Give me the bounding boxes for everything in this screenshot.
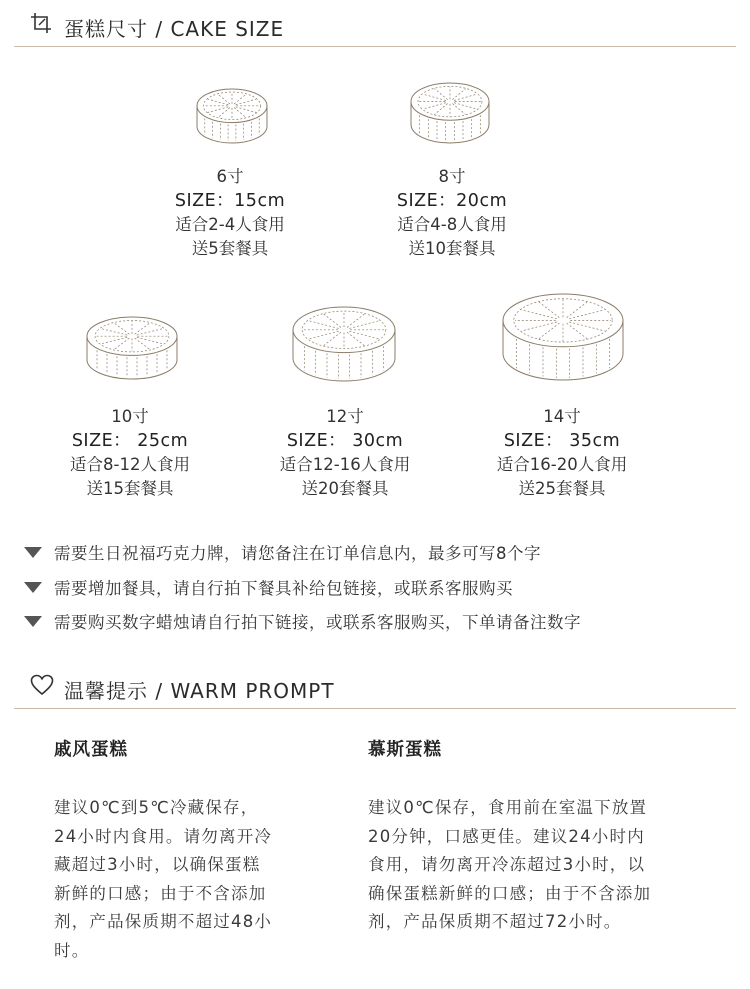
section-title: 温馨提示 / WARM PROMPT (64, 679, 335, 703)
tip-line: 藏超过3小时，以确保蛋糕 (54, 855, 261, 874)
tip-line: 建议0℃保存，食用前在室温下放置 (368, 798, 648, 817)
cake-6-illustration (196, 88, 268, 144)
cake-info-8 (352, 165, 552, 261)
cake-info-14 (462, 405, 662, 501)
cake-drawing (410, 82, 490, 144)
cake-drawing (502, 293, 624, 381)
cake-drawing (86, 316, 178, 380)
cake-info-12 (245, 405, 445, 501)
cake-name: 8寸 (438, 167, 466, 186)
cake-name: 10寸 (111, 407, 149, 426)
cake-name: 12寸 (326, 407, 364, 426)
cake-size: SIZE：15cm (174, 191, 286, 211)
note-item (24, 574, 740, 609)
tip-line: 食用，请勿离开冷冻超过3小时，以 (368, 855, 646, 874)
cake-12-illustration (292, 306, 396, 382)
cake-drawing (196, 88, 268, 144)
cake-size: SIZE： 35cm (503, 431, 621, 451)
note-text: 需要增加餐具，请自行拍下餐具补给包链接，或联系客服购买 (54, 578, 513, 598)
tip-line: 确保蛋糕新鲜的口感；由于不含添加 (368, 883, 652, 903)
tip-body (368, 794, 738, 937)
heart-icon (30, 674, 54, 698)
cake-serves: 适合2-4人食用 (175, 215, 285, 234)
triangle-down-icon (24, 616, 42, 627)
cake-drawing (292, 306, 396, 382)
note-item (24, 608, 740, 643)
cake-size: SIZE： 25cm (71, 431, 189, 451)
section-title: 蛋糕尺寸 / CAKE SIZE (64, 17, 285, 41)
cake-size: SIZE：20cm (396, 191, 508, 211)
triangle-down-icon (24, 582, 42, 593)
tip-line: 剂，产品保质期不超过72小时。 (368, 912, 622, 931)
divider (14, 708, 736, 709)
cake-gift: 送15套餐具 (86, 479, 174, 498)
tip-line: 新鲜的口感；由于不含添加 (54, 883, 267, 903)
notes-list (24, 539, 740, 643)
cake-serves: 适合12-16人食用 (279, 455, 411, 474)
tip-line: 24小时内食用。请勿离开冷 (54, 826, 273, 846)
cake-gift: 送10套餐具 (408, 239, 496, 258)
tip-body (54, 794, 334, 965)
tip-chiffon (54, 736, 334, 965)
tip-line: 建议0℃到5℃冷藏保存， (54, 798, 259, 817)
tip-line: 20分钟，口感更佳。建议24小时内 (368, 826, 645, 846)
cake-8-illustration (410, 82, 490, 144)
cake-serves: 适合16-20人食用 (496, 455, 628, 474)
tip-mousse (368, 736, 738, 937)
cake-gift: 送20套餐具 (301, 479, 389, 498)
cake-info-10 (30, 405, 230, 501)
warm-prompt-header (0, 666, 750, 710)
cake-serves: 适合8-12人食用 (70, 455, 190, 474)
cake-gift: 送25套餐具 (518, 479, 606, 498)
cake-name: 14寸 (543, 407, 581, 426)
cake-gift: 送5套餐具 (191, 239, 269, 258)
note-item (24, 539, 740, 574)
tip-heading: 戚风蛋糕 (54, 740, 128, 760)
crop-icon (30, 12, 54, 36)
note-text: 需要生日祝福巧克力牌，请您备注在订单信息内，最多可写8个字 (54, 544, 541, 563)
cake-14-illustration (502, 293, 624, 381)
triangle-down-icon (24, 547, 42, 558)
tip-line: 时。 (54, 940, 90, 960)
divider (14, 46, 736, 47)
cake-serves: 适合4-8人食用 (397, 215, 507, 234)
tip-heading: 慕斯蛋糕 (368, 740, 442, 760)
cake-10-illustration (86, 316, 178, 380)
cake-name: 6寸 (216, 167, 244, 186)
cake-size: SIZE： 30cm (286, 431, 404, 451)
note-text: 需要购买数字蜡烛请自行拍下链接，或联系客服购买，下单请备注数字 (54, 613, 581, 632)
cake-info-6 (130, 165, 330, 261)
tip-line: 剂，产品保质期不超过48小 (54, 912, 273, 931)
cake-size-header (0, 4, 750, 48)
